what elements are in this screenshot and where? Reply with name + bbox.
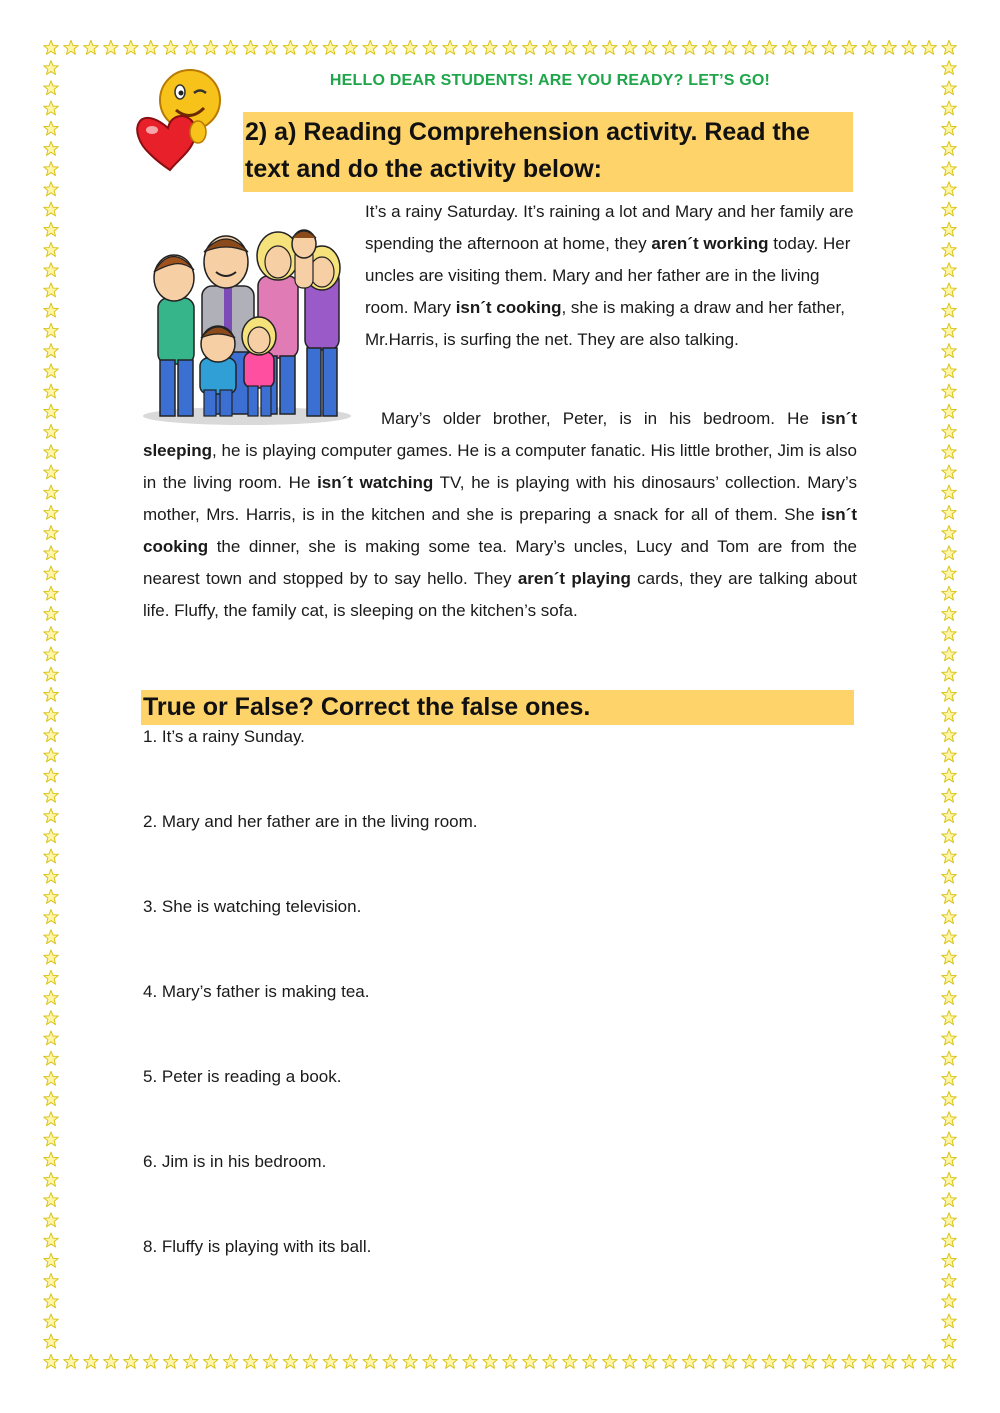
- border-star-icon: [44, 364, 59, 378]
- question-item: 5. Peter is reading a book.: [143, 1067, 342, 1086]
- border-star-icon: [44, 1213, 59, 1227]
- border-star-icon: [942, 1092, 957, 1106]
- border-star-icon: [44, 788, 59, 802]
- border-star-icon: [543, 40, 558, 54]
- border-star-icon: [84, 1354, 99, 1368]
- border-star-icon: [44, 667, 59, 681]
- border-star-icon: [942, 546, 957, 560]
- border-star-icon: [44, 1294, 59, 1308]
- border-star-icon: [44, 1051, 59, 1065]
- border-star-icon: [782, 40, 797, 54]
- border-star-icon: [942, 1051, 957, 1065]
- border-star-icon: [44, 344, 59, 358]
- border-star-icon: [423, 1354, 438, 1368]
- border-star-icon: [44, 546, 59, 560]
- border-star-icon: [942, 1213, 957, 1227]
- border-star-icon: [942, 121, 957, 135]
- border-star-icon: [942, 61, 957, 75]
- border-star-icon: [223, 1354, 238, 1368]
- border-star-icon: [263, 40, 278, 54]
- border-star-icon: [622, 40, 637, 54]
- border-star-icon: [44, 1132, 59, 1146]
- border-star-icon: [104, 1354, 119, 1368]
- question-item: 6. Jim is in his bedroom.: [143, 1152, 327, 1171]
- border-star-icon: [742, 1354, 757, 1368]
- border-star-icon: [942, 910, 957, 924]
- border-star-icon: [942, 101, 957, 115]
- border-star-icon: [183, 40, 198, 54]
- border-star-icon: [942, 566, 957, 580]
- border-star-icon: [44, 1273, 59, 1287]
- border-star-icon: [942, 162, 957, 176]
- border-star-icon: [483, 40, 498, 54]
- question-item: 1. It’s a rainy Sunday.: [143, 727, 305, 746]
- border-star-icon: [942, 707, 957, 721]
- border-star-icon: [942, 1334, 957, 1348]
- border-star-icon: [942, 728, 957, 742]
- story-paragraph-2: Mary’s older brother, Peter, is in his bedroom. He isn´t sleeping, he is playing computer games. He is a computer fanatic. His little brother, Jim is also in the living room. He isn´t watching TV, he is playing with his dinosaurs’ collection. Mary’s mother, Mrs. Harris, is in the kitchen and she is preparing a snack for all of them. She isn´t cooking the dinner, she is making some tea. Mary’s uncles, Lucy and Tom are from the nearest town and stopped by to say hello. They aren´t playing cards, they are talking about life. Fluffy, the family cat, is sleeping on the kitchen’s sofa.: [143, 409, 858, 620]
- border-star-icon: [642, 1354, 657, 1368]
- border-star-icon: [942, 788, 957, 802]
- border-star-icon: [44, 384, 59, 398]
- border-star-icon: [523, 1354, 538, 1368]
- border-star-icon: [942, 364, 957, 378]
- border-star-icon: [44, 445, 59, 459]
- border-star-icon: [44, 950, 59, 964]
- border-star-icon: [44, 222, 59, 236]
- border-star-icon: [622, 1354, 637, 1368]
- border-star-icon: [44, 1031, 59, 1045]
- border-star-icon: [143, 1354, 158, 1368]
- border-star-icon: [942, 667, 957, 681]
- border-star-icon: [44, 1011, 59, 1025]
- border-star-icon: [44, 566, 59, 580]
- border-star-icon: [463, 40, 478, 54]
- border-star-icon: [44, 869, 59, 883]
- border-star-icon: [44, 707, 59, 721]
- border-star-icon: [942, 424, 957, 438]
- border-star-icon: [443, 40, 458, 54]
- border-star-icon: [44, 990, 59, 1004]
- border-star-icon: [543, 1354, 558, 1368]
- border-star-icon: [44, 141, 59, 155]
- border-star-icon: [383, 40, 398, 54]
- border-star-icon: [862, 40, 877, 54]
- border-star-icon: [942, 647, 957, 661]
- border-star-icon: [782, 1354, 797, 1368]
- border-star-icon: [323, 40, 338, 54]
- border-star-icon: [942, 586, 957, 600]
- border-star-icon: [942, 243, 957, 257]
- border-star-icon: [203, 40, 218, 54]
- border-star-icon: [423, 40, 438, 54]
- border-star-icon: [44, 101, 59, 115]
- border-star-icon: [942, 1112, 957, 1126]
- border-star-icon: [44, 829, 59, 843]
- border-star-icon: [163, 1354, 178, 1368]
- border-star-icon: [682, 1354, 697, 1368]
- border-star-icon: [44, 283, 59, 297]
- border-star-icon: [44, 606, 59, 620]
- emphasis-isnt-cooking: isn´t cooking: [455, 298, 562, 317]
- border-star-icon: [44, 526, 59, 540]
- border-star-icon: [942, 1314, 957, 1328]
- border-star-icon: [44, 505, 59, 519]
- border-star-icon: [942, 687, 957, 701]
- border-star-icon: [862, 1354, 877, 1368]
- border-star-icon: [642, 40, 657, 54]
- border-star-icon: [802, 40, 817, 54]
- border-star-icon: [64, 1354, 79, 1368]
- border-star-icon: [942, 869, 957, 883]
- border-star-icon: [942, 809, 957, 823]
- border-star-icon: [902, 40, 917, 54]
- border-star-icon: [44, 1233, 59, 1247]
- border-star-icon: [882, 40, 897, 54]
- border-star-icon: [403, 1354, 418, 1368]
- border-star-icon: [942, 1193, 957, 1207]
- border-star-icon: [64, 40, 79, 54]
- border-star-icon: [44, 970, 59, 984]
- border-star-icon: [942, 768, 957, 782]
- border-star-icon: [822, 40, 837, 54]
- border-star-icon: [44, 1334, 59, 1348]
- border-star-icon: [283, 1354, 298, 1368]
- border-star-icon: [44, 121, 59, 135]
- border-star-icon: [583, 1354, 598, 1368]
- border-star-icon: [343, 1354, 358, 1368]
- border-star-icon: [44, 202, 59, 216]
- border-star-icon: [323, 1354, 338, 1368]
- emphasis-isnt-watching: isn´t watching: [317, 473, 434, 492]
- border-star-icon: [762, 1354, 777, 1368]
- border-star-icon: [942, 445, 957, 459]
- border-star-icon: [44, 1314, 59, 1328]
- border-star-icon: [563, 1354, 578, 1368]
- border-star-icon: [44, 465, 59, 479]
- border-star-icon: [44, 809, 59, 823]
- border-star-icon: [942, 1071, 957, 1085]
- smiley-heart-icon: [128, 62, 238, 172]
- border-star-icon: [44, 627, 59, 641]
- border-star-icon: [942, 404, 957, 418]
- border-star-icon: [722, 40, 737, 54]
- border-star-icon: [802, 1354, 817, 1368]
- border-star-icon: [483, 1354, 498, 1368]
- border-star-icon: [702, 40, 717, 54]
- border-star-icon: [942, 627, 957, 641]
- border-star-icon: [942, 1354, 957, 1368]
- border-star-icon: [942, 970, 957, 984]
- border-star-icon: [44, 930, 59, 944]
- question-item: 3. She is watching television.: [143, 897, 362, 916]
- border-star-icon: [463, 1354, 478, 1368]
- border-star-icon: [563, 40, 578, 54]
- border-star-icon: [44, 1253, 59, 1267]
- border-star-icon: [143, 40, 158, 54]
- border-star-icon: [942, 263, 957, 277]
- border-star-icon: [203, 1354, 218, 1368]
- emphasis-isnt-cooking-dinner: isn´t cooking: [143, 505, 857, 556]
- border-star-icon: [44, 303, 59, 317]
- border-star-icon: [942, 930, 957, 944]
- question-item: 2. Mary and her father are in the living room.: [143, 812, 478, 831]
- border-star-icon: [942, 1233, 957, 1247]
- border-star-icon: [163, 40, 178, 54]
- border-star-icon: [44, 768, 59, 782]
- border-star-icon: [942, 1273, 957, 1287]
- border-star-icon: [44, 910, 59, 924]
- border-star-icon: [942, 829, 957, 843]
- border-star-icon: [942, 1294, 957, 1308]
- border-star-icon: [44, 81, 59, 95]
- border-star-icon: [44, 323, 59, 337]
- border-star-icon: [942, 606, 957, 620]
- border-star-icon: [44, 1071, 59, 1085]
- border-star-icon: [263, 1354, 278, 1368]
- border-star-icon: [503, 40, 518, 54]
- family-illustration: [140, 228, 355, 426]
- border-star-icon: [942, 889, 957, 903]
- border-star-icon: [942, 748, 957, 762]
- border-star-icon: [403, 40, 418, 54]
- border-star-icon: [363, 40, 378, 54]
- emphasis-arent-playing: aren´t playing: [517, 569, 631, 588]
- border-star-icon: [183, 1354, 198, 1368]
- border-star-icon: [44, 263, 59, 277]
- border-star-icon: [942, 1253, 957, 1267]
- border-star-icon: [922, 1354, 937, 1368]
- border-star-icon: [942, 323, 957, 337]
- border-star-icon: [942, 182, 957, 196]
- border-star-icon: [44, 647, 59, 661]
- border-star-icon: [124, 1354, 139, 1368]
- border-star-icon: [822, 1354, 837, 1368]
- border-star-icon: [942, 222, 957, 236]
- true-false-heading: True or False? Correct the false ones.: [141, 690, 854, 725]
- border-star-icon: [942, 283, 957, 297]
- border-star-icon: [942, 950, 957, 964]
- border-star-icon: [44, 849, 59, 863]
- border-star-icon: [44, 687, 59, 701]
- border-star-icon: [942, 81, 957, 95]
- story-paragraph-1: It’s a rainy Saturday. It’s raining a lot and Mary and her family are spending the afternoon at home, they aren´t working today. Her uncles are visiting them. Mary and her father are in the living room. Mary isn´t cooking, she is making a draw and her father, Mr.Harris, is surfing the net. They are also talking.: [365, 202, 854, 349]
- border-star-icon: [842, 1354, 857, 1368]
- border-star-icon: [44, 889, 59, 903]
- border-star-icon: [124, 40, 139, 54]
- question-item: 8. Fluffy is playing with its ball.: [143, 1237, 372, 1256]
- border-star-icon: [44, 61, 59, 75]
- border-star-icon: [363, 1354, 378, 1368]
- border-star-icon: [503, 1354, 518, 1368]
- border-star-icon: [602, 40, 617, 54]
- question-list: [143, 726, 843, 1321]
- border-star-icon: [44, 485, 59, 499]
- border-star-icon: [44, 1193, 59, 1207]
- border-star-icon: [722, 1354, 737, 1368]
- border-star-icon: [44, 586, 59, 600]
- border-star-icon: [702, 1354, 717, 1368]
- border-star-icon: [942, 1031, 957, 1045]
- border-star-icon: [44, 424, 59, 438]
- border-star-icon: [942, 1011, 957, 1025]
- border-star-icon: [44, 162, 59, 176]
- border-star-icon: [902, 1354, 917, 1368]
- border-star-icon: [303, 1354, 318, 1368]
- greeting-banner: HELLO DEAR STUDENTS! ARE YOU READY? LET’S GO!: [329, 72, 771, 89]
- question-item: 4. Mary’s father is making tea.: [143, 982, 370, 1001]
- border-star-icon: [343, 40, 358, 54]
- border-star-icon: [383, 1354, 398, 1368]
- border-star-icon: [303, 40, 318, 54]
- border-star-icon: [942, 505, 957, 519]
- border-star-icon: [942, 384, 957, 398]
- border-star-icon: [104, 40, 119, 54]
- border-star-icon: [583, 40, 598, 54]
- emphasis-isnt-sleeping: isn´t sleeping: [143, 409, 857, 460]
- border-star-icon: [44, 404, 59, 418]
- border-star-icon: [243, 1354, 258, 1368]
- activity-heading: 2) a) Reading Comprehension activity. Read the text and do the activity below:: [243, 112, 853, 192]
- border-star-icon: [942, 141, 957, 155]
- border-star-icon: [942, 526, 957, 540]
- border-star-icon: [942, 1132, 957, 1146]
- border-star-icon: [942, 1172, 957, 1186]
- border-star-icon: [942, 990, 957, 1004]
- border-star-icon: [662, 1354, 677, 1368]
- border-star-icon: [662, 40, 677, 54]
- border-star-icon: [942, 202, 957, 216]
- border-star-icon: [44, 1092, 59, 1106]
- border-star-icon: [762, 40, 777, 54]
- border-star-icon: [942, 465, 957, 479]
- border-star-icon: [602, 1354, 617, 1368]
- border-star-icon: [44, 182, 59, 196]
- border-star-icon: [882, 1354, 897, 1368]
- border-star-icon: [44, 1112, 59, 1126]
- border-star-icon: [742, 40, 757, 54]
- border-star-icon: [942, 40, 957, 54]
- border-star-icon: [44, 40, 59, 54]
- emphasis-arent-working: aren´t working: [651, 234, 769, 253]
- border-star-icon: [44, 243, 59, 257]
- border-star-icon: [682, 40, 697, 54]
- border-star-icon: [243, 40, 258, 54]
- border-star-icon: [223, 40, 238, 54]
- border-star-icon: [942, 485, 957, 499]
- border-star-icon: [942, 1152, 957, 1166]
- border-star-icon: [44, 1354, 59, 1368]
- border-star-icon: [523, 40, 538, 54]
- border-star-icon: [44, 728, 59, 742]
- border-star-icon: [44, 748, 59, 762]
- border-star-icon: [44, 1172, 59, 1186]
- border-star-icon: [942, 344, 957, 358]
- border-star-icon: [842, 40, 857, 54]
- border-star-icon: [84, 40, 99, 54]
- border-star-icon: [443, 1354, 458, 1368]
- border-star-icon: [942, 303, 957, 317]
- border-star-icon: [44, 1152, 59, 1166]
- border-star-icon: [922, 40, 937, 54]
- border-star-icon: [283, 40, 298, 54]
- border-star-icon: [942, 849, 957, 863]
